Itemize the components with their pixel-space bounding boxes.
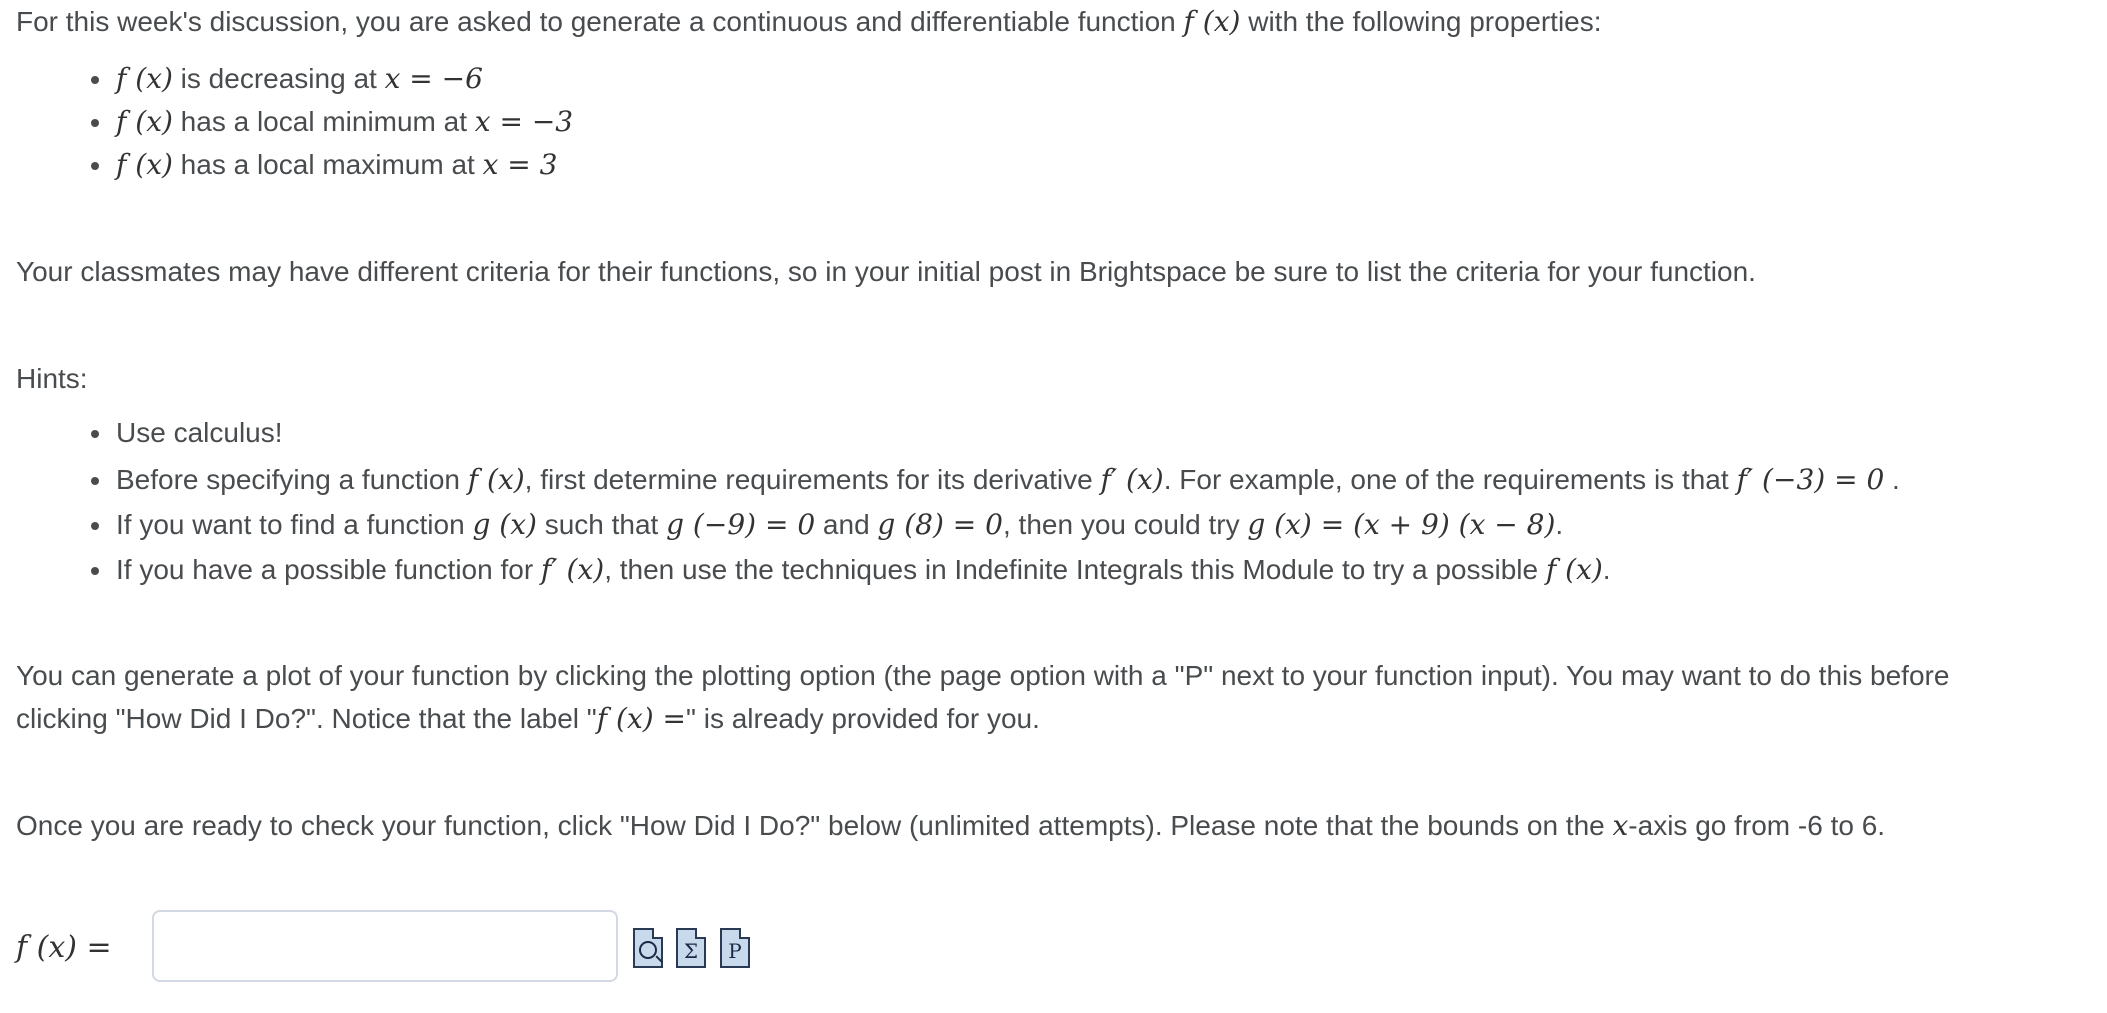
sigma-glyph: Σ	[683, 939, 699, 963]
equation-editor-icon[interactable]	[676, 928, 706, 968]
classmates-note: Your classmates may have different criteria for their functions, so in your initial post in Brightspace be sure to list the criteria for your function.	[16, 256, 1756, 287]
plot-icon[interactable]	[720, 928, 750, 968]
magnifier-icon	[639, 941, 657, 959]
plot-glyph: P	[728, 939, 742, 963]
answer-label: f (x) =	[16, 930, 112, 965]
preview-magnifier-icon[interactable]	[633, 928, 663, 968]
list-item: If you have a possible function for f′ (x), then use the techniques in Indefinite Integrals this Module to try a possible f (x).	[116, 548, 1900, 591]
plot-note-line-1: You can generate a plot of your function by clicking the plotting option (the page option with a "P" next to your function input). You may want to do this before	[16, 660, 1950, 691]
function-input[interactable]	[152, 910, 618, 982]
list-item: f (x) has a local minimum at x = −3	[116, 100, 573, 143]
intro-paragraph: For this week's discussion, you are asked to generate a continuous and differentiable function f (x) with the following properties:	[16, 5, 1602, 38]
plot-note-line-2: clicking "How Did I Do?". Notice that the label "f (x) =" is already provided for you.	[16, 702, 1040, 735]
math-fx: f (x)	[1183, 5, 1241, 38]
properties-list	[116, 57, 573, 186]
check-note: Once you are ready to check your function, click "How Did I Do?" below (unlimited attempts). Please note that the bounds on the x-axis go from -6 to 6.	[16, 809, 1886, 842]
list-item: Use calculus!	[116, 411, 1900, 458]
hints-label: Hints:	[16, 363, 88, 394]
list-item: f (x) has a local maximum at x = 3	[116, 143, 573, 186]
list-item: If you want to find a function g (x) such that g (−9) = 0 and g (8) = 0, then you could try g (x) = (x + 9) (x − 8).	[116, 503, 1900, 548]
list-item: f (x) is decreasing at x = −6	[116, 57, 573, 100]
list-item: Before specifying a function f (x), first determine requirements for its derivative f′ (x). For example, one of the requirements is that f′ (−3) = 0 .	[116, 458, 1900, 503]
hints-list	[116, 411, 1900, 591]
answer-row	[16, 910, 776, 984]
